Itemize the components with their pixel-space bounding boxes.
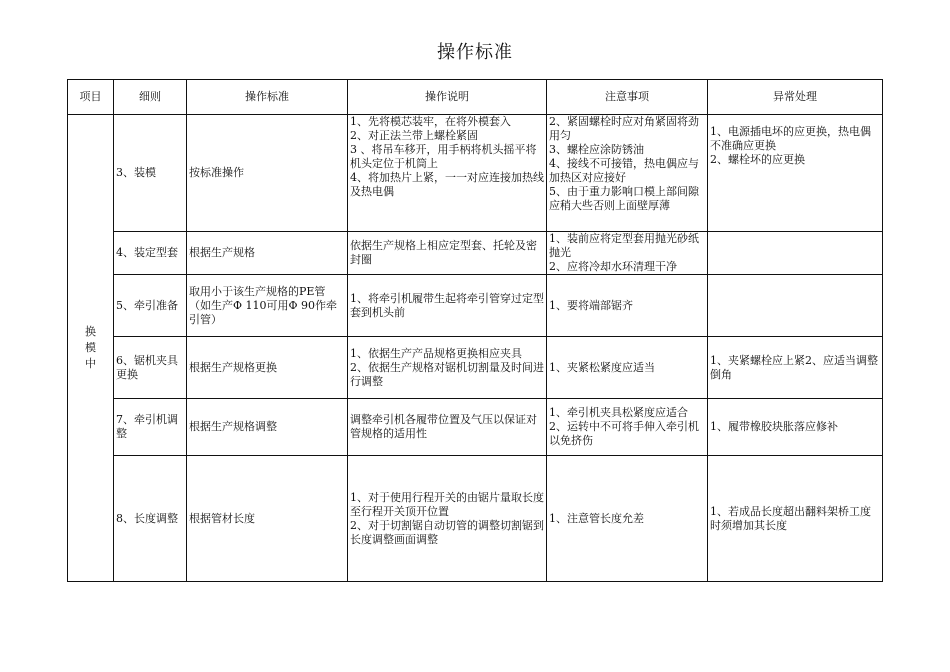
table-header-row	[68, 80, 883, 115]
detail-cell: 7、牵引机调整	[114, 399, 187, 456]
description-cell: 调整牵引机各履带位置及气压以保证对管规格的适用性	[348, 399, 547, 456]
operation-standard-table	[67, 79, 883, 582]
table-row	[68, 337, 883, 399]
header-project: 项目	[68, 80, 114, 115]
detail-cell: 4、装定型套	[114, 232, 187, 275]
page-title: 操作标准	[437, 42, 513, 63]
standard-cell: 根据生产规格更换	[187, 337, 348, 399]
header-notes: 注意事项	[547, 80, 708, 115]
notes-cell: 1、要将端部锯齐	[547, 275, 708, 337]
description-cell: 1、将牵引机履带生起将牵引管穿过定型套到机头前	[348, 275, 547, 337]
table-row	[68, 275, 883, 337]
table-row	[68, 399, 883, 456]
project-char: 中	[85, 357, 96, 370]
notes-cell: 1、夹紧松紧度应适当	[547, 337, 708, 399]
header-detail: 细则	[114, 80, 187, 115]
table-row	[68, 232, 883, 275]
notes-cell: 1、装前应将定型套用抛光砂纸抛光 2、应将冷却水环清理干净	[547, 232, 708, 275]
notes-cell: 1、注意管长度允差	[547, 456, 708, 582]
exception-cell	[708, 232, 883, 275]
standard-cell: 取用小于该生产规格的PE管（如生产Φ 110可用Φ 90作牵引管）	[187, 275, 348, 337]
project-char: 模	[85, 341, 96, 354]
standard-cell: 根据生产规格调整	[187, 399, 348, 456]
exception-cell: 1、若成品长度超出翻料架桥工度时须增加其长度	[708, 456, 883, 582]
notes-cell: 1、牵引机夹具松紧度应适合 2、运转中不可将手伸入牵引机以免挤伤	[547, 399, 708, 456]
exception-cell: 1、电源插电坏的应更换，热电偶不准确应更换 2、螺栓坏的应更换	[708, 115, 883, 232]
description-cell: 依据生产规格上相应定型套、托轮及密封圈	[348, 232, 547, 275]
header-exception: 异常处理	[708, 80, 883, 115]
description-cell: 1、对于使用行程开关的由锯片量取长度至行程开关顶开位置 2、对于切割锯自动切管的调整切割锯到长度调整画面调整	[348, 456, 547, 582]
header-standard: 操作标准	[187, 80, 348, 115]
header-description: 操作说明	[348, 80, 547, 115]
detail-cell: 6、锯机夹具更换	[114, 337, 187, 399]
table-row	[68, 456, 883, 582]
detail-cell: 3、装模	[114, 115, 187, 232]
description-cell: 1、依据生产产品规格更换相应夹具 2、依据生产规格对锯机切割量及时间进行调整	[348, 337, 547, 399]
exception-cell: 1、履带橡胶块胀落应修补	[708, 399, 883, 456]
standard-cell: 根据生产规格	[187, 232, 348, 275]
table-row	[68, 115, 883, 232]
detail-cell: 8、长度调整	[114, 456, 187, 582]
project-char: 换	[85, 325, 96, 338]
notes-cell: 2、紧固螺栓时应对角紧固将劲用匀 3、螺栓应涂防锈油 4、接线不可接错，热电偶应与加热区对应接好 5、由于重力影响口模上部间隙应稍大些否则上面壁厚薄	[547, 115, 708, 232]
standard-cell: 按标准操作	[187, 115, 348, 232]
exception-cell	[708, 275, 883, 337]
description-cell: 1、先将模芯装牢，在将外模套入 2、对正法兰带上螺栓紧固 3 、将吊车移开，用手柄将机头摇平将机头定位于机筒上 4、将加热片上紧，一一对应连接加热线及热电偶	[348, 115, 547, 232]
exception-cell: 1、夹紧螺栓应上紧2、应适当调整倒角	[708, 337, 883, 399]
standard-cell: 根据管材长度	[187, 456, 348, 582]
project-cell	[68, 115, 114, 582]
detail-cell: 5、牵引准备	[114, 275, 187, 337]
